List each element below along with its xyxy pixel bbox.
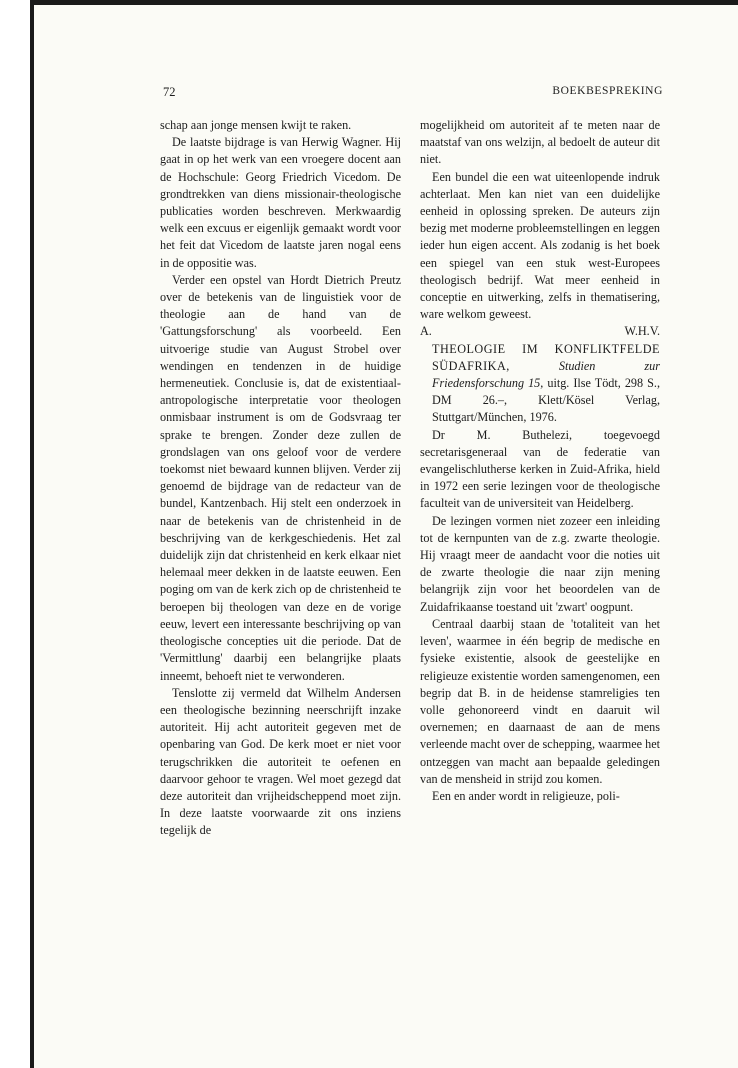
signature-author: W.H.V. xyxy=(624,324,660,339)
left-paragraph-3: Verder een opstel van Hordt Dietrich Preutz over de betekenis van de linguistiek voor de theologie aan de hand van de 'Gattungsforschung' als voorbeeld. Een uitvoerige studie van August Strobel over wendingen en tendenzen in de huidige hermeneutiek. Conclusie is, dat de existentiaal-antropologische interpretatie voor theologen onmisbaar instrument is om de Godsvraag ter sprake te brengen. Zonder deze zullen de grondslagen van ons geloof voor de verdere toekomst niet bewaard kunnen blijven. Verder zij genoemd de bijdrage van de redacteur van de bundel, Kantzenbach. Hij stelt een onderzoek in naar de betekenis van de christenheid in de beschrijving van de kerkgeschiedenis. Het zal duidelijk zijn dat christenheid en kerk elkaar niet helemaal meer dekken in de laatste eeuwen. Een poging om van de kerk zich op de christenheid te beroepen bij theologen van deze en de vorige eeuw, levert een interessante beschrijving op van theologische concepties uit die periode. Dat de 'Vermittlung' daarbij een belangrijke plaats inneemt, behoeft niet te verwonderen. xyxy=(160,272,401,683)
right-paragraph-3: Dr M. Buthelezi, toegevoegd secretarisgeneraal van de federatie van evangelischlutherse kerken in Zuid-Afrika, hield in 1972 een serie lezingen voor de theologische faculteit van de universiteit van Heidelberg. xyxy=(420,427,660,511)
right-paragraph-6: Een en ander wordt in religieuze, poli- xyxy=(432,788,620,803)
left-paragraph-1: schap aan jonge mensen kwijt te raken. xyxy=(160,118,352,132)
left-paragraph-2: De laatste bijdrage is van Herwig Wagner. Hij gaat in op het werk van een vroegere docent aan de Hochschule: Georg Friedrich Vicedom. De grondtrekken van diens missionair-theologische publicaties worden beschreven. Merkwaardig welk een excuus er eigenlijk gemaakt wordt voor het feit dat Vicedom de laatste jaren nogal eens in de oppositie was. xyxy=(160,135,401,270)
book-details: uitg. Ilse Tödt, 298 S., DM 26.–, Klett/Kösel Verlag, Stuttgart/München, 1976. xyxy=(432,376,660,425)
right-paragraph-5: Centraal daarbij staan de 'totaliteit van het leven', waarmee in één begrip de medische en fysieke existentie, alsook de geestelijke en religieuze existentie worden samengenomen, een begrip dat B. in de heidense stamreligies ten volle gehonoreerd vindt en daaruit wil overnemen; en daarnaast de aan de mens verleende macht over de schepping, waarmee het ontzeggen van macht aan bepaalde geledingen van de mensheid in strijd zou komen. xyxy=(420,616,660,786)
review-signature xyxy=(420,323,660,340)
book-page xyxy=(34,5,738,1068)
book-reference xyxy=(420,341,660,427)
right-paragraph-4: De lezingen vormen niet zozeer een inleiding tot de kernpunten van de z.g. zwarte theologie. Hij vraagt meer de aandacht voor die noties uit de zwarte theologie die naar zijn mening belangrijk zijn voor het beoordelen van de Zuidafrikaanse toestand uit 'zwart' oogpunt. xyxy=(420,513,660,614)
page-number: 72 xyxy=(163,85,176,99)
right-paragraph-2: Een bundel die een wat uiteenlopende indruk achterlaat. Men kan niet van een duidelijke eenheid in oplossing spreken. De auteurs zijn bezig met moderne probleemstellingen en leggen ieder hun eigen accent. Als zodanig is het boek een spiegel van een stuk west-Europees theologisch bedrijf. Wat meer eenheid in conceptie en uitwerking, zelfs in thematisering, ware welkom geweest. xyxy=(420,169,660,322)
book-series: Studien zur Friedensforschung 15, xyxy=(432,358,661,391)
right-column xyxy=(420,117,660,805)
signature-initial: A. xyxy=(420,324,432,339)
left-paragraph-4: Tenslotte zij vermeld dat Wilhelm Andersen een theologische bezinning neerschrijft inzake autoriteit. Hij acht autoriteit gegeven met de openbaring van God. De kerk moet er niet voor terugschrikken die autoriteit te oefenen en daarvoor gehoor te vragen. Wel moet gezegd dat deze autoriteit dan vrijheidscheppend moet zijn. In deze laatste voorwaarde zit ons inziens tegelijk de xyxy=(160,685,401,838)
right-paragraph-1: mogelijkheid om autoriteit af te meten naar de maatstaf van ons welzijn, al bedoelt de auteur dit niet. xyxy=(420,118,660,167)
left-column xyxy=(160,117,401,840)
book-title: THEOLOGIE IM KONFLIKTFELDE SÜDAFRIKA, xyxy=(432,341,660,373)
running-head: BOEKBESPREKING xyxy=(552,85,663,97)
